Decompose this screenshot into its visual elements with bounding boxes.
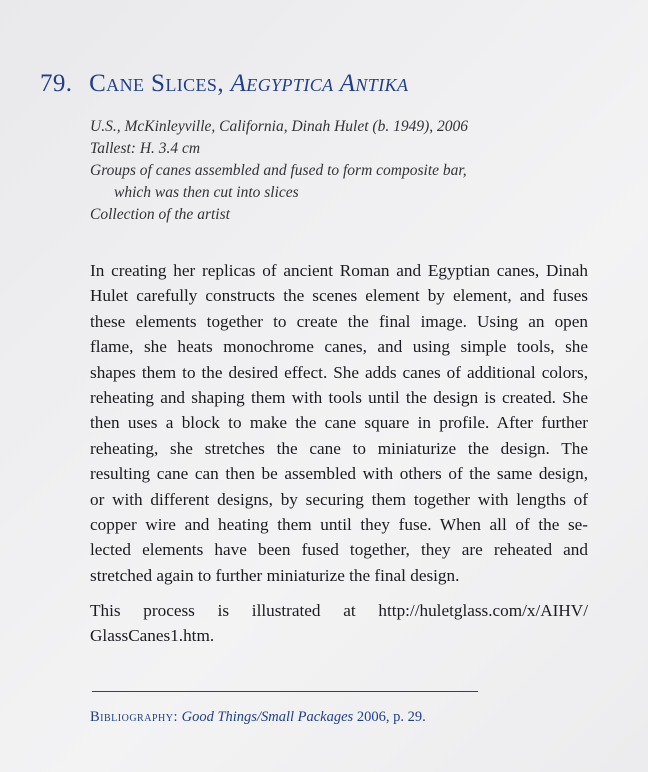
paragraph-line: lected elements have been fused together, they are reheated and bbox=[90, 540, 588, 560]
paragraph-line: shapes them to the desired effect. She adds canes of additional colors, bbox=[90, 362, 588, 382]
description-paragraph bbox=[90, 258, 588, 588]
bibliography-citation: 2006, p. 29. bbox=[353, 709, 426, 725]
entry-metadata bbox=[90, 116, 610, 226]
paragraph-line: or with different designs, by securing them together with lengths of bbox=[90, 489, 588, 509]
paragraph-line: reheating and shaping them with tools until the design is created. She bbox=[90, 388, 588, 408]
paragraph-line: then uses a block to make the cane square in profile. After further bbox=[90, 413, 588, 433]
technique-line-continued: which was then cut into slices bbox=[114, 184, 299, 201]
paragraph-line: reheating, she stretches the cane to miniaturize the design. The bbox=[90, 438, 588, 458]
size-line: Tallest: H. 3.4 cm bbox=[90, 140, 201, 157]
paragraph-line: these elements together to create the final image. Using an open bbox=[90, 311, 588, 331]
paragraph-line: This process is illustrated at http://huletglass.com/x/AIHV/ bbox=[90, 601, 588, 620]
paragraph-line: Hulet carefully constructs the scenes element by element, and fuses bbox=[90, 286, 588, 306]
paragraph-line: In creating her replicas of ancient Roman and Egyptian canes, Dinah bbox=[90, 261, 588, 280]
paragraph-line: copper wire and heating them until they fuse. When all of the se- bbox=[90, 515, 588, 535]
origin-line: U.S., McKinleyville, California, Dinah Hulet (b. 1949), 2006 bbox=[90, 118, 468, 135]
bibliography bbox=[90, 709, 426, 726]
divider-rule bbox=[92, 691, 478, 692]
paragraph-line: GlassCanes1.htm. bbox=[90, 626, 215, 646]
paragraph-line: stretched again to further miniaturize the final design. bbox=[90, 565, 460, 585]
technique-line: Groups of canes assembled and fused to form composite bar, bbox=[90, 162, 467, 179]
bibliography-title: Good Things/Small Packages bbox=[181, 709, 354, 725]
paragraph-line: resulting cane can then be assembled with others of the same design, bbox=[90, 464, 588, 484]
process-paragraph bbox=[90, 598, 588, 649]
entry-title-italic: Aegyptica Antika bbox=[230, 70, 409, 97]
entry-title: Cane Slices, bbox=[89, 70, 224, 97]
entry-number: 79. bbox=[40, 70, 73, 97]
paragraph-line: flame, she heats monochrome canes, and using simple tools, she bbox=[90, 337, 588, 357]
entry-heading bbox=[40, 70, 620, 98]
collection-line: Collection of the artist bbox=[90, 206, 230, 223]
bibliography-label: Bibliography: bbox=[90, 709, 178, 725]
